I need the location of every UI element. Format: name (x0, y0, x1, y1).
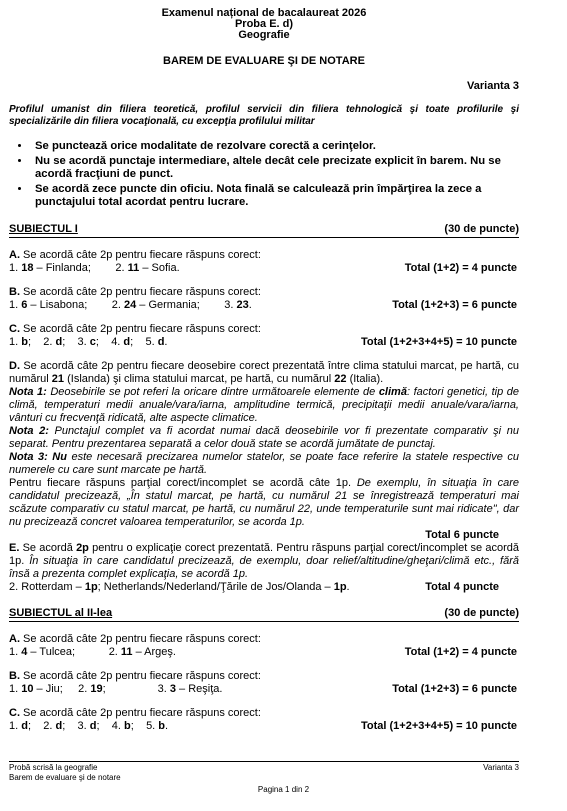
s1-section-c: C. Se acordă câte 2p pentru fiecare răspuns corect: 1. b; 2. d; 3. c; 4. d; 5. d. Total (1+2+3+4+5) = 10 puncte (9, 322, 517, 348)
section-intro: Se acordă câte 2p pentru fiecare răspuns corect: (20, 248, 261, 261)
s1-section-d: D. Se acordă câte 2p pentru fiecare deosebire corect prezentată între clima statului marcat, pe hartă, cu numărul 21 (Islanda) şi clima statului marcat, pe hartă, cu numărul 22 (Italia). Nota 1: Deosebirile se pot referi la oricare dintre următoarele elemente de climă: factori genetici, tip de climă, temperaturi medii anuale/vara/iarna, amplitudine termică, precipitaţii medii anuale/vara/iarna, vânturi cu frecvenţă ridicată, alte aspecte climatice. Nota 2: Punctajul complet va fi acordat numai dacă deosebirile vor fi prezentate comparativ şi nu separat. Pentru prezentarea separată a celor două state se acordă jumătate de punctaj. Nota 3: Nu este necesară precizarea numelor statelor, se poate face referire la statele respective cu numerele cu care sunt marcate pe hartă. Pentru fiecare răspuns parţial corect/incomplet se acordă câte 1p. De exemplu, în situaţia în care candidatul precizează, „În statul marcat, pe hartă, cu numărul 21 se înregistrează temperaturi mai scăzute comparativ cu statul marcat, pe hartă, cu numărul 22, unde temperaturile sunt mai ridicate", dar nu precizează concret valoarea temperaturilor, se acorda 1p. Total 6 puncte (9, 359, 520, 541)
subject-2-title: SUBIECTUL al II-lea (9, 606, 113, 619)
section-total: Total (1+2+3+4+5) = 10 puncte (360, 719, 517, 732)
answer-2: 2. Rotterdam – 1p; Netherlands/Nederland/Ţările de Jos/Olanda – 1p. (9, 580, 350, 593)
answers: 1. d; 2. d; 3. d; 4. b; 5. b. (9, 719, 169, 732)
section-total: Total (1+2) = 4 puncte (404, 645, 517, 658)
s2-section-c: C. Se acordă câte 2p pentru fiecare răspuns corect: 1. d; 2. d; 3. d; 4. b; 5. b. Total (1+2+3+4+5) = 10 puncte (9, 706, 517, 732)
subject-2-heading (9, 607, 519, 622)
note-2: Nota 2: Punctajul complet va fi acordat numai dacă deosebirile vor fi prezentate comparativ şi nu separat. Pentru prezentarea separată a celor două state se acordă jumătate de punctaj. (9, 424, 519, 450)
general-rules (9, 140, 519, 210)
answers: 1. 6 – Lisabona; 2. 24 – Germania; 3. 23. (9, 298, 252, 311)
partial-credit: Pentru fiecare răspuns parţial corect/incomplet se acordă câte 1p. De exemplu, în situaţia în care candidatul precizează, „În statul marcat, pe hartă, cu numărul 21 se înregistrează temperaturi mai scăzute comparativ cu statul marcat, pe hartă, cu numărul 22, unde temperaturile sunt mai ridicate", dar nu precizează concret valoarea temperaturilor, se acorda 1p. (9, 476, 519, 528)
profile-text: Profilul umanist din filiera teoretică, profilul servicii din filiera tehnologică şi toate profilurile şi specializările din filiera vocaţională, cu excepţia profilului militar (9, 104, 519, 127)
note-3: Nota 3: Nu este necesară precizarea numelor statelor, se poate face referire la statele respective cu numerele cu care sunt marcate pe hartă. (9, 450, 519, 476)
section-total: Total 6 puncte (425, 528, 499, 541)
footer-doc: Barem de evaluare şi de notare (9, 773, 121, 782)
s1-section-a (9, 249, 519, 275)
section-letter: A. (9, 248, 20, 261)
section-total: Total (1+2+3) = 6 puncte (392, 298, 517, 311)
answers: 1. 18 – Finlanda; 2. 11 – Sofia. (9, 261, 180, 274)
rule-item: • Nu se acordă punctaje intermediare, altele decât cele precizate explicit în barem. Nu se acordă fracţiuni de punct. (31, 155, 519, 182)
subject-1-heading (9, 223, 519, 238)
page (9, 8, 519, 733)
section-total: Total (1+2) = 4 puncte (404, 261, 517, 274)
subject-2-points: (30 de puncte) (444, 606, 519, 619)
document-title: BAREM DE EVALUARE ŞI DE NOTARE (163, 55, 365, 67)
s1-section-b: B. Se acordă câte 2p pentru fiecare răspuns corect: 1. 6 – Lisabona; 2. 24 – Germania; 3. 23. Total (1+2+3) = 6 puncte (9, 285, 517, 311)
answers: 1. 10 – Jiu; 2. 19; 3. 3 – Reşiţa. (9, 682, 223, 695)
rule-item: • Se punctează orice modalitate de rezolvare corectă a cerinţelor. (31, 140, 519, 154)
rule-item: • Se acordă zece puncte din oficiu. Nota finală se calculează prin împărţirea la zece a punctajului total acordat pentru lucrare. (31, 183, 519, 210)
section-total: Total (1+2+3+4+5) = 10 puncte (360, 335, 517, 348)
subject-1-title: SUBIECTUL I (9, 222, 78, 235)
footer-exam: Probă scrisă la geografie (9, 763, 98, 772)
section-total: Total (1+2+3) = 6 puncte (392, 682, 517, 695)
exam-header (9, 8, 519, 41)
variant-label: Varianta 3 (467, 80, 519, 92)
page-footer (9, 761, 519, 783)
s1-section-e: E. Se acordă 2p pentru o explicaţie corect prezentată. Pentru răspuns parţial corect/incomplet se acordă 1p. În situaţia în care candidatul precizează, de exemplu, doar relief/altitudine/gheţari/climă etc., fără însă a prezenta complet explicaţia, se acordă 1p. 2. Rotterdam – 1p; Netherlands/Nederland/Ţările de Jos/Olanda – 1p. Total 4 puncte (9, 541, 519, 593)
subject-1-points: (30 de puncte) (444, 222, 519, 235)
answers: 1. 4 – Tulcea; 2. 11 – Argeş. (9, 645, 176, 658)
exam-test: Proba E. d) (234, 18, 294, 30)
exam-name: Examenul național de bacalaureat 2026 (161, 7, 367, 19)
footer-variant: Varianta 3 (483, 763, 519, 772)
exam-subject: Geografie (238, 29, 290, 41)
page-number: Pagina 1 din 2 (257, 785, 310, 794)
s2-section-a: A. Se acordă câte 2p pentru fiecare răspuns corect: 1. 4 – Tulcea; 2. 11 – Argeş. Total (1+2) = 4 puncte (9, 632, 517, 658)
s2-section-b: B. Se acordă câte 2p pentru fiecare răspuns corect: 1. 10 – Jiu; 2. 19; 3. 3 – Reşiţa. Total (1+2+3) = 6 puncte (9, 669, 517, 695)
section-total: Total 4 puncte (425, 580, 499, 593)
answers: 1. b; 2. d; 3. c; 4. d; 5. d. (9, 335, 168, 348)
note-1: Nota 1: Deosebirile se pot referi la oricare dintre următoarele elemente de climă: factori genetici, tip de climă, temperaturi medii anuale/vara/iarna, amplitudine termică, precipitaţii medii anuale/vara/iarna, vânturi cu frecvenţă ridicată, alte aspecte climatice. (9, 385, 520, 424)
